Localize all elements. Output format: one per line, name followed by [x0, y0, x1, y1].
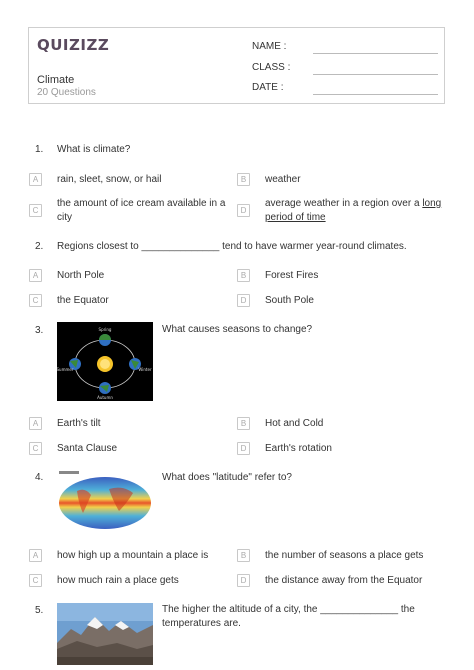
option-a-box[interactable]: A	[29, 417, 42, 430]
option-a-box[interactable]: A	[29, 269, 42, 282]
option-d-box[interactable]: D	[237, 574, 250, 587]
option-a-text: Earth's tilt	[57, 418, 101, 429]
name-label: NAME :	[252, 41, 287, 52]
option-b-text: the number of seasons a place gets	[265, 550, 424, 561]
option-c-box[interactable]: C	[29, 574, 42, 587]
question-number: 1.	[35, 144, 44, 155]
temperature-map-image	[57, 469, 153, 533]
date-label: DATE :	[252, 82, 284, 93]
question-text: Regions closest to ______________ tend to have warmer year-round climates.	[57, 241, 407, 252]
question-text: The higher the altitude of a city, the ______________ the temperatures are.	[162, 604, 415, 629]
option-a-box[interactable]: A	[29, 173, 42, 186]
name-field[interactable]	[313, 53, 438, 54]
option-d-text: South Pole	[265, 295, 314, 306]
svg-text:Autumn: Autumn	[97, 395, 113, 400]
option-a-box[interactable]: A	[29, 549, 42, 562]
question-text: What does "latitude" refer to?	[162, 472, 292, 483]
option-c-box[interactable]: C	[29, 442, 42, 455]
seasons-orbit-image	[57, 322, 153, 401]
svg-text:Summer: Summer	[57, 367, 74, 372]
worksheet-question-count: 20 Questions	[37, 87, 96, 98]
option-c-text: Santa Clause	[57, 443, 118, 454]
option-d-box[interactable]: D	[237, 204, 250, 217]
question-number: 2.	[35, 241, 44, 252]
option-b-box[interactable]: B	[237, 417, 250, 430]
option-c-box[interactable]: C	[29, 294, 42, 307]
option-d-text: the distance away from the Equator	[265, 575, 423, 586]
option-b-text: Forest Fires	[265, 270, 319, 281]
option-b-box[interactable]: B	[237, 269, 250, 282]
option-c-text: how much rain a place gets	[57, 575, 179, 586]
question-number: 4.	[35, 472, 44, 483]
class-label: CLASS :	[252, 62, 291, 73]
option-c-text: the amount of ice cream available in a city	[57, 198, 226, 223]
question-number: 3.	[35, 325, 44, 336]
option-a-text: North Pole	[57, 270, 105, 281]
question-number: 5.	[35, 605, 44, 616]
option-b-text: weather	[265, 174, 301, 185]
question-text: What causes seasons to change?	[162, 324, 313, 335]
option-d-box[interactable]: D	[237, 294, 250, 307]
date-field[interactable]	[313, 94, 438, 95]
option-c-text: the Equator	[57, 295, 109, 306]
mountain-image	[57, 603, 153, 665]
option-b-text: Hot and Cold	[265, 418, 324, 429]
option-d-box[interactable]: D	[237, 442, 250, 455]
worksheet-header	[28, 27, 445, 104]
option-b-box[interactable]: B	[237, 173, 250, 186]
option-a-text: how high up a mountain a place is	[57, 550, 209, 561]
worksheet-title: Climate	[37, 74, 75, 86]
option-a-text: rain, sleet, snow, or hail	[57, 174, 162, 185]
option-c-box[interactable]: C	[29, 204, 42, 217]
option-b-box[interactable]: B	[237, 549, 250, 562]
option-d-text: Earth's rotation	[265, 443, 332, 454]
class-field[interactable]	[313, 74, 438, 75]
quizizz-logo: QUIZIZZ	[37, 36, 110, 54]
option-d-text: average weather in a region over a long period of time	[265, 198, 442, 223]
svg-text:Winter: Winter	[138, 367, 152, 372]
question-text: What is climate?	[57, 144, 131, 155]
svg-text:Spring: Spring	[98, 327, 112, 332]
